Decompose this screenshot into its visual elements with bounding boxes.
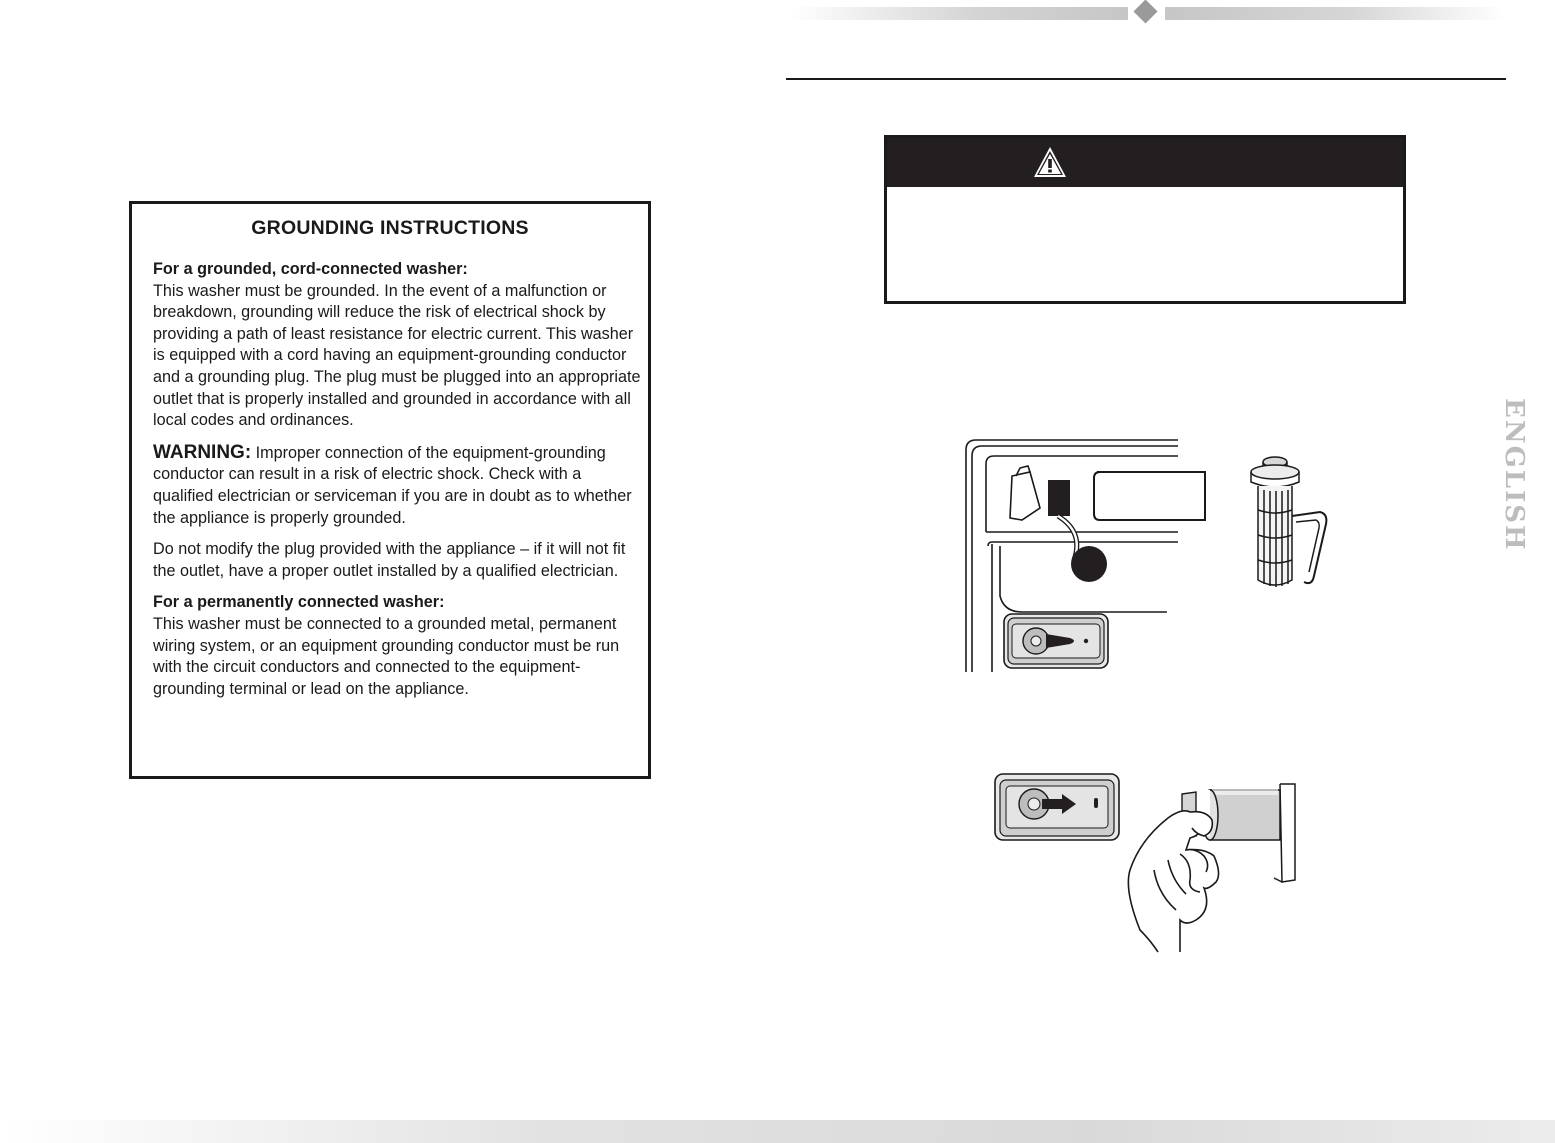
- header-diamond-ornament: [1133, 0, 1157, 24]
- plug-paragraph: [153, 539, 645, 582]
- language-label: ENGLISH: [1499, 398, 1529, 552]
- cord-connected-heading: For a grounded, cord-connected washer:: [153, 260, 468, 278]
- dispenser-cup-illustration: [1242, 450, 1342, 600]
- warning-text: Improper connection of the equipment-grounding conductor can result in a risk of electric shock. Check with a qualified electrician or serviceman if you are in doubt as to whether the appliance is properly grounded.: [153, 443, 632, 527]
- grounding-title: GROUNDING INSTRUCTIONS: [251, 217, 529, 239]
- cord-connected-text: This washer must be grounded. In the event of a malfunction or breakdown, grounding will reduce the risk of electrical shock by providing a path of least resistance for electric current. This washer is equipped with a cord having an equipment-grounding conductor and a grounding plug. The plug must be plugged into an appropriate outlet that is properly installed and grounded in accordance with all local codes and ordinances.: [153, 281, 641, 430]
- plug-text: Do not modify the plug provided with the appliance – if it will not fit the outlet, have a proper outlet installed by a qualified electrician.: [153, 540, 626, 580]
- warning-box: [884, 135, 1406, 304]
- header-decor-bar-left: [790, 7, 1128, 20]
- header-rule: [786, 78, 1506, 80]
- header-decor-bar-right: [1165, 7, 1505, 20]
- warning-triangle-icon: [1033, 146, 1067, 178]
- grounding-instructions-box: [129, 201, 651, 779]
- warning-paragraph: [153, 442, 645, 529]
- warning-label: WARNING:: [153, 441, 252, 463]
- language-side-tab: [1494, 398, 1534, 552]
- permanent-heading: For a permanently connected washer:: [153, 593, 445, 612]
- washer-back-panel-illustration: [962, 436, 1212, 676]
- footer-decor-bar: [0, 1120, 1555, 1143]
- grounding-body: [153, 259, 645, 700]
- permanent-section: [153, 592, 645, 700]
- permanent-text: This washer must be connected to a grounded metal, permanent wiring system, or an equipment grounding conductor must be run with the circuit conductors and connected to the equipment-grounding terminal or lead on the appliance.: [153, 614, 620, 698]
- hand-inserting-plug-illustration: [990, 770, 1315, 960]
- cord-connected-section: [153, 259, 645, 432]
- warning-header: [887, 138, 1403, 187]
